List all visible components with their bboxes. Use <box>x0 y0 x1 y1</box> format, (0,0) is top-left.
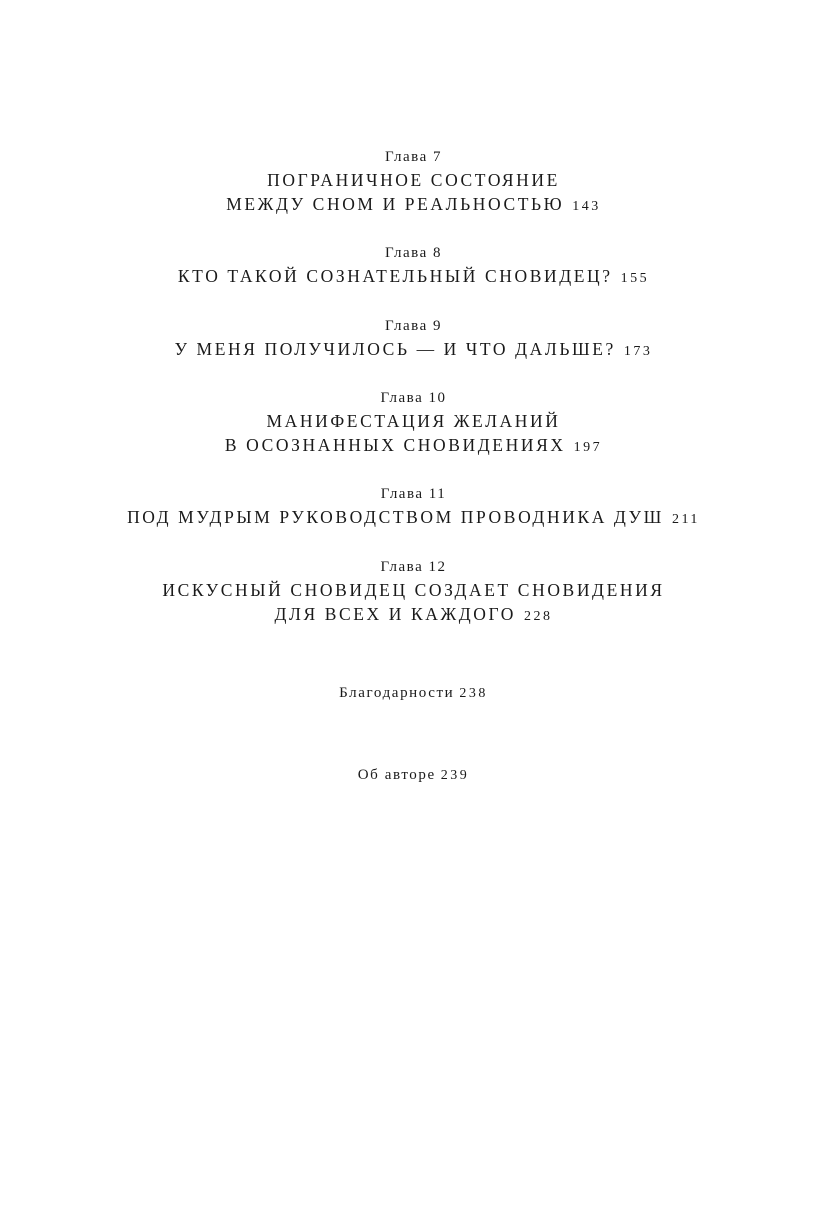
toc-entry-chapter-7[interactable] <box>0 146 827 219</box>
chapter-label: Глава 11 <box>380 486 447 502</box>
chapter-label: Глава 9 <box>385 318 442 334</box>
acknowledgements-label: Благодарности <box>339 685 455 701</box>
chapter-title-line-with-page <box>0 264 827 291</box>
page-number: 211 <box>671 512 700 527</box>
chapter-title-text: У МЕНЯ ПОЛУЧИЛОСЬ — И ЧТО ДАЛЬШЕ? <box>174 339 616 359</box>
page-number: 228 <box>524 609 553 624</box>
chapter-title-line: ПОГРАНИЧНОЕ СОСТОЯНИЕ <box>267 170 560 190</box>
acknowledgements-line <box>0 682 827 705</box>
page-number: 238 <box>459 686 488 701</box>
page-number: 197 <box>573 440 603 455</box>
chapter-title-text: В ОСОЗНАННЫХ СНОВИДЕНИЯХ <box>224 435 566 455</box>
chapter-title-line-with-page <box>0 505 827 532</box>
chapter-title-text: ДЛЯ ВСЕХ И КАЖДОГО <box>274 604 517 624</box>
chapter-title-text: МЕЖДУ СНОМ И РЕАЛЬНОСТЬЮ <box>226 194 565 214</box>
toc-entry-chapter-12[interactable] <box>0 556 827 629</box>
chapter-label: Глава 7 <box>385 149 442 165</box>
page-number: 239 <box>440 768 470 783</box>
chapter-title-line-with-page <box>0 433 827 460</box>
toc-entry-chapter-8[interactable] <box>0 242 827 291</box>
chapter-title-line-with-page <box>0 337 827 364</box>
about-author-line <box>0 764 827 787</box>
toc-entry-chapter-9[interactable] <box>0 315 827 364</box>
page-number: 173 <box>623 344 653 359</box>
chapter-title-line-with-page <box>0 602 827 629</box>
chapter-title-text: КТО ТАКОЙ СОЗНАТЕЛЬНЫЙ СНОВИДЕЦ? <box>177 266 613 286</box>
toc-entry-chapter-10[interactable] <box>0 387 827 460</box>
chapter-label: Глава 10 <box>380 390 447 406</box>
chapter-title-line: МАНИФЕСТАЦИЯ ЖЕЛАНИЙ <box>266 411 561 431</box>
page-number: 155 <box>620 271 650 286</box>
chapter-label: Глава 12 <box>380 559 447 575</box>
toc-entry-acknowledgements[interactable] <box>0 682 827 705</box>
chapter-title-line: ИСКУСНЫЙ СНОВИДЕЦ СОЗДАЕТ СНОВИДЕНИЯ <box>162 580 665 600</box>
toc-entry-about-author[interactable] <box>0 764 827 787</box>
about-author-label: Об авторе <box>357 767 436 783</box>
chapter-title-line-with-page <box>0 192 827 219</box>
page-number: 143 <box>572 199 601 214</box>
chapter-label: Глава 8 <box>385 245 442 261</box>
chapter-title-text: ПОД МУДРЫМ РУКОВОДСТВОМ ПРОВОДНИКА ДУШ <box>127 507 664 527</box>
toc-entry-chapter-11[interactable] <box>0 483 827 532</box>
